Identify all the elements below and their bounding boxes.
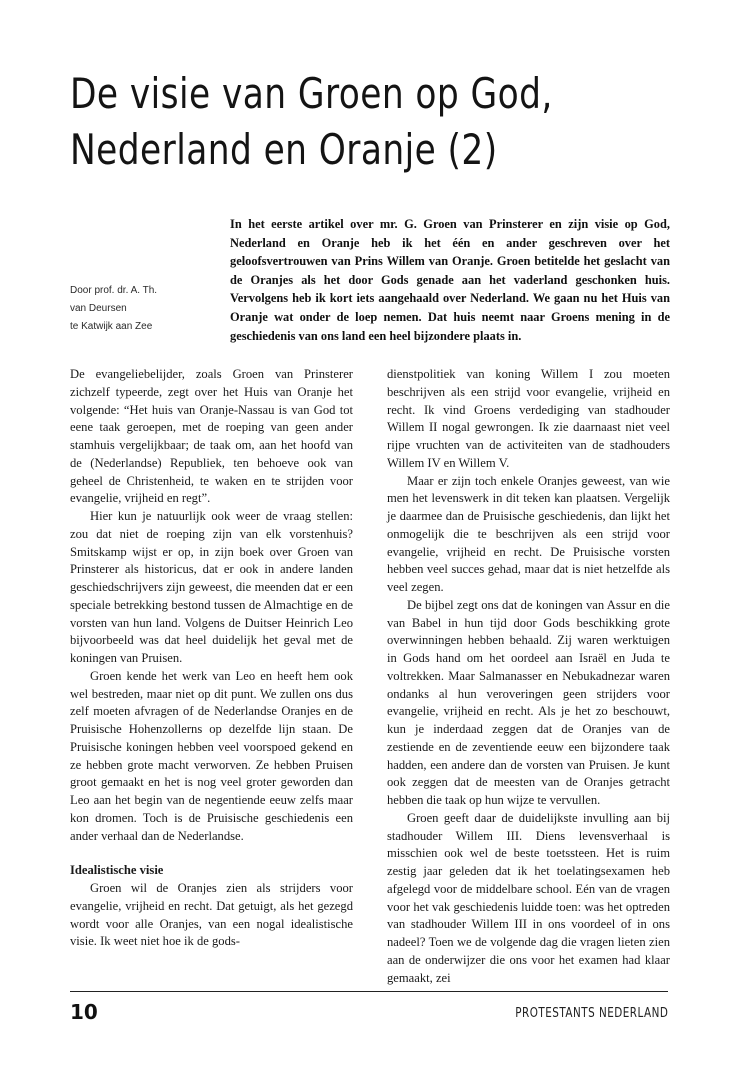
section-heading: Idealistische visie <box>70 863 164 878</box>
title-line-2: Nederland en Oranje (2) <box>70 125 498 174</box>
right-column <box>387 366 670 987</box>
left-paragraph-3: Groen kende het werk van Leo en heeft hem ook wel bestreden, maar niet op dit punt. We zullen ons dus zelf moeten afvragen of de Nederlandse Oranjes en de Pruisische Hohenzollerns op dezelfde lijn staan. De Pruisische koningen hebben veel voorspoed gekend en ze hebben grote macht verworven. Ze hebben Pruisen groot gemaakt en het is nog veel groter geworden dan Leo aan het begin van de negentiende eeuw zelfs maar kon dromen. Toch is de Pruisische geschiedenis een ander verhaal dan de Nederlandse. <box>70 668 353 843</box>
left-column <box>70 366 353 951</box>
magazine-name: PROTESTANTS NEDERLAND <box>514 1006 668 1021</box>
author-byline <box>70 282 220 336</box>
page-number: 10 <box>70 1000 98 1024</box>
byline-line-3: te Katwijk aan Zee <box>70 321 153 332</box>
right-paragraph-4: Groen geeft daar de duidelijkste invulling aan bij stadhouder Willem III. Diens levensverhaal is misschien ook wel de beste toetssteen. Het is ruim zestig jaar geleden dat ik het toelatingsexamen heb afgelegd voor de middelbare school. Eén van de vragen voor het vak geschiedenis luidde toen: was het optreden van stadhouder Willem III in ons voordeel of in ons nadeel? Toen we de volgende dag die vragen lieten zien aan de onderwijzer die ons voor het examen had klaar gemaakt, zei <box>387 810 670 985</box>
article-title <box>70 66 595 178</box>
byline-line-1: Door prof. dr. A. Th. <box>70 285 158 296</box>
left-paragraph-2: Hier kun je natuurlijk ook weer de vraag stellen: zou dat niet de roeping zijn van elk vorstenhuis? Smitskamp wijst er op, in zijn boek over Groen van Prinsterer als historicus, dat er ook in andere landen geschiedschrijvers zijn geweest, die meenden dat er een speciale betrekking bestond tussen de Almachtige en de vorsten van hun land. Volgens de Duitser Heinrich Leo bijvoorbeeld was dat heel duidelijk het geval met de koningen van Pruisen. <box>70 509 353 665</box>
right-paragraph-1: dienstpolitiek van koning Willem I zou moeten beschrijven als een strijd voor evangelie, vrijheid en recht. Ik vind Groens verdediging van stadhouder Willem II nogal gewrongen. Ik zie daarnaast niet veel rijpe vruchten van de activiteiten van de stadhouders Willem IV en Willem V. <box>387 367 670 470</box>
byline-line-2: van Deursen <box>70 303 127 314</box>
left-paragraph-1: De evangeliebelijder, zoals Groen van Prinsterer zichzelf typeerde, zegt over het Huis van Oranje het volgende: “Het huis van Oranje-Nassau is van God tot eene taak geroepen, met de roeping van geen ander stamhuis vergelijkbaar; de taak om, aan het hoofd van de (Nederlandse) Republiek, ten behoeve ook van geheel de Christenheid, te waken en te strijden voor evangelie, vrijheid en regt”. <box>70 367 353 506</box>
left-paragraph-4: Groen wil de Oranjes zien als strijders voor evangelie, vrijheid en recht. Dat getuigt, als het gezegd wordt voor alle Oranjes, van een nogal idealistische visie. Ik weet niet hoe ik de gods- <box>70 881 353 949</box>
title-line-1: De visie van Groen op God, <box>70 69 553 118</box>
intro-paragraph: In het eerste artikel over mr. G. Groen van Prinsterer en zijn visie op God, Nederland en Oranje heb ik het één en ander geschreven over het geloofsvertrouwen van Prins Willem van Oranje. Groen betitelde het geslacht van de Oranjes als het door Gods genade aan het vaderland geschonken huis. Vervolgens heb ik kort iets aangehaald over Nederland. We gaan nu het Huis van Oranje wat onder de loep nemen. Dat huis neemt naar Groens mening in de geschiedenis van ons land een heel bijzondere plaats in. <box>230 217 670 343</box>
right-paragraph-2: Maar er zijn toch enkele Oranjes geweest, van wie men het levenswerk in dit teken kan plaatsen. Vergelijk je daarmee dan de Pruisische geschiedenis, dan lijkt het onmogelijk die te beschrijven als een strijd voor evangelie, vrijheid en recht. De Pruisische vorsten hebben veel succes gehad, maar dat is niet hetzelfde als veel zegen. <box>387 473 670 594</box>
right-paragraph-3: De bijbel zegt ons dat de koningen van Assur en die van Babel in hun tijd door Gods beschikking grote overwinningen hebben behaald. Zij waren werktuigen in Gods hand om het oordeel aan Israël en Juda te voltrekken. Maar Salmanasser en Nebukadnezar waren ondanks al hun veroveringen geen strijders voor evangelie, vrijheid en recht. Als je het zo beschouwt, kun je inderdaad zeggen dat de Oranjes van de zestiende en de zeventiende eeuw een bijzondere taak hadden, een andere dan de vorsten van Pruisen. Je kunt ook zeggen dat de meesten van de Oranjes getracht hebben die taak op hun wijze te vervullen. <box>387 597 670 807</box>
footer-rule <box>70 991 668 992</box>
